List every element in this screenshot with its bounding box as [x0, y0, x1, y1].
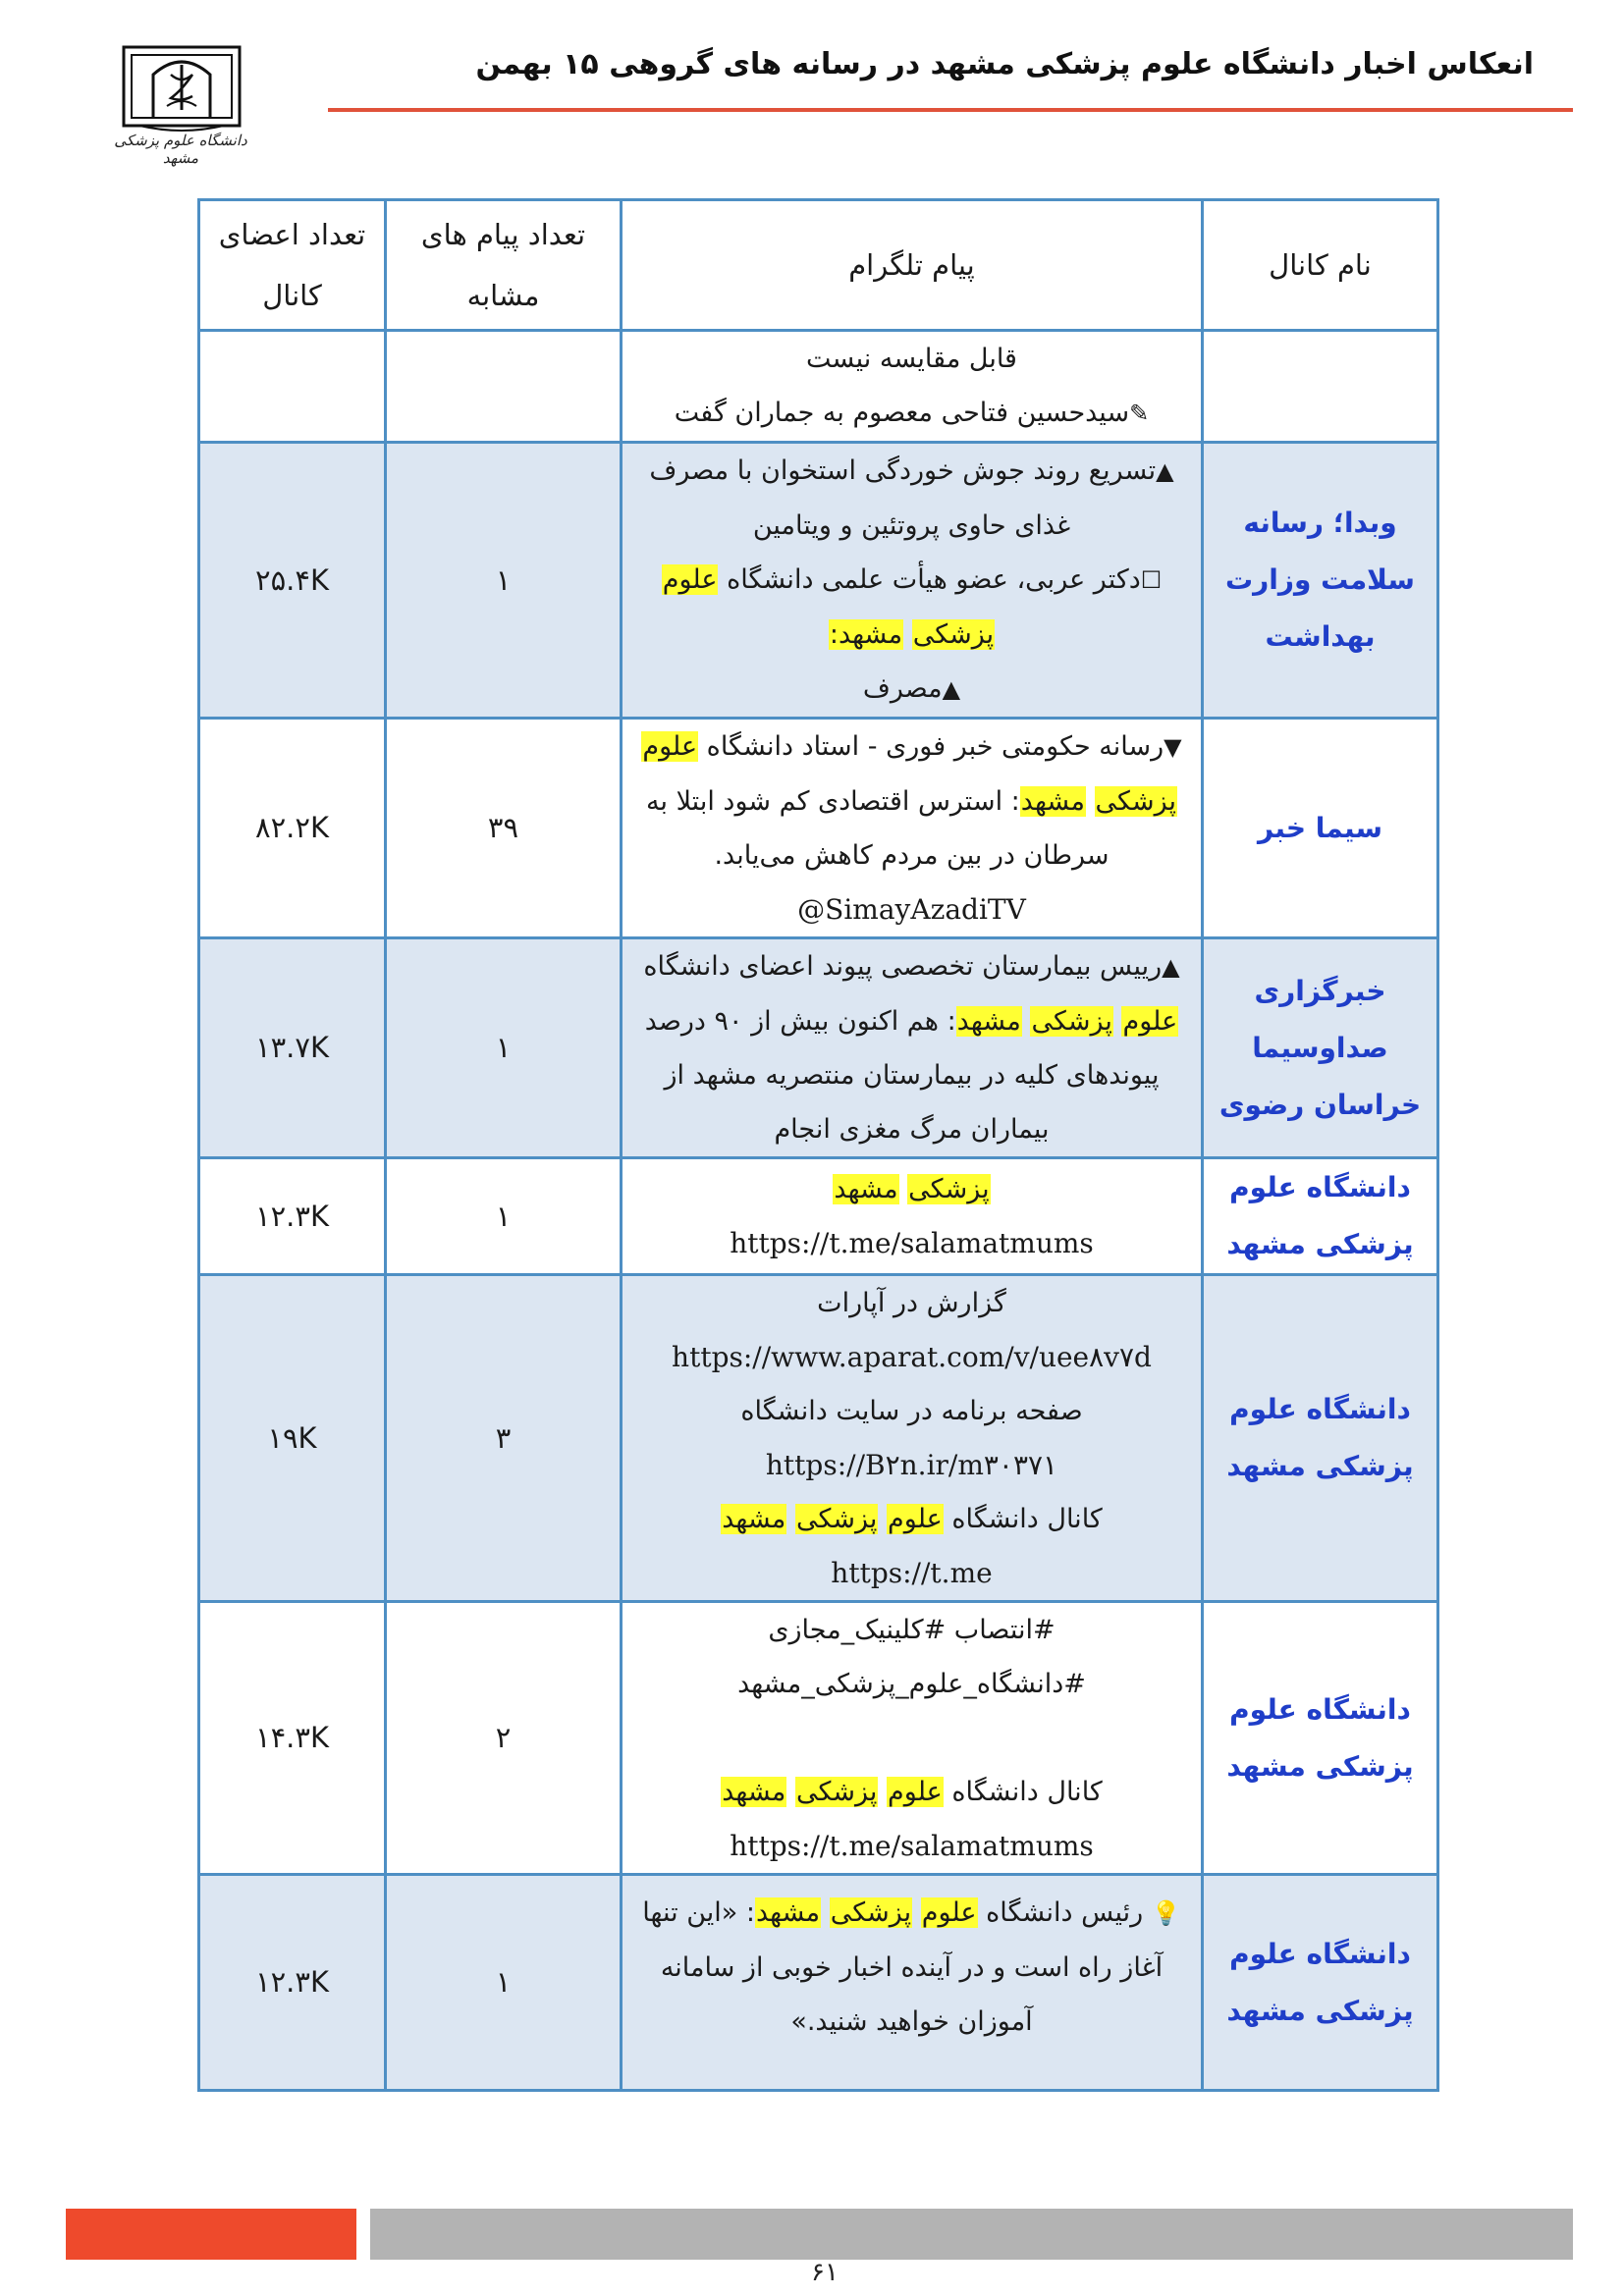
- message-line: [626, 1765, 1197, 1819]
- hashtag-line[interactable]: #دانشگاه_علوم_پزشکی_مشهد: [737, 1669, 1086, 1699]
- triangle-down-icon: ▼: [1164, 733, 1182, 761]
- keyword-highlight: علوم: [921, 1897, 977, 1928]
- header-divider: [328, 108, 1573, 112]
- footer-gray-bar: [370, 2209, 1573, 2260]
- keyword-highlight: مشهد: [956, 1006, 1021, 1037]
- table-header-row: [199, 200, 1438, 331]
- similar-count: ۱: [386, 1875, 622, 2091]
- table-row: [199, 1602, 1438, 1875]
- message-line: سرطان در بین مردم کاهش می‌یابد.: [714, 840, 1110, 871]
- channel-name-line: سیما خبر: [1257, 811, 1383, 844]
- message-text: کانال دانشگاه: [951, 1777, 1103, 1807]
- blank-line: [626, 1711, 1197, 1765]
- message-line: [626, 720, 1197, 774]
- channel-name-line: دانشگاه علوم: [1229, 1937, 1411, 1970]
- message-line: گزارش در آپارات: [817, 1288, 1006, 1318]
- keyword-highlight: علوم: [642, 731, 698, 762]
- header-members-line1: تعداد اعضای: [218, 218, 366, 251]
- header-members-line2: کانال: [262, 279, 322, 312]
- channel-name-line: خبرگزاری: [1254, 974, 1386, 1007]
- table-row: [199, 719, 1438, 938]
- channel-cell: [1203, 938, 1438, 1158]
- channel-cell: [1203, 1158, 1438, 1275]
- channel-name-line: دانشگاه علوم: [1229, 1692, 1411, 1726]
- member-count: ۱۴.۳K: [199, 1602, 386, 1875]
- keyword-highlight: مشهد: [1020, 786, 1085, 817]
- message-line: [626, 1886, 1197, 1941]
- channel-name-line: صداوسیما: [1252, 1031, 1388, 1064]
- message-cell: [622, 1158, 1203, 1275]
- triangle-up-icon: ▲: [1162, 953, 1180, 981]
- channel-name-line: پزشکی مشهد: [1226, 1994, 1414, 2027]
- hashtag-line[interactable]: #انتصاب #کلینیک_مجازی: [768, 1615, 1056, 1645]
- triangle-up-icon: ▲: [1156, 457, 1174, 485]
- message-cell: [622, 1602, 1203, 1875]
- keyword-highlight: مشهد: [722, 1777, 786, 1807]
- media-reflection-table: [197, 198, 1439, 2092]
- message-line: آموزان خواهید شنید.»: [790, 2006, 1033, 2037]
- website-link[interactable]: https://B۲n.ir/m۳۰۳۷۱: [765, 1449, 1058, 1481]
- message-text: رییس بیمارستان تخصصی پیوند اعضای دانشگاه: [643, 951, 1163, 982]
- page-title: انعکاس اخبار دانشگاه علوم پزشکی مشهد در رسانه های گروهی ۱۵ بهمن: [475, 47, 1534, 81]
- keyword-highlight: مشهد: [722, 1504, 786, 1534]
- keyword-highlight: علوم: [1122, 1006, 1178, 1037]
- member-count: ۱۲.۳K: [199, 1875, 386, 2091]
- message-text: : «این تنها: [642, 1897, 755, 1928]
- university-emblem-icon: [116, 41, 247, 135]
- message-cell: [622, 1275, 1203, 1602]
- message-line: [626, 386, 1197, 441]
- message-text: کانال دانشگاه: [951, 1504, 1103, 1534]
- member-count: ۸۲.۲K: [199, 719, 386, 938]
- message-text: مصرف: [862, 673, 943, 704]
- message-text: رئیس دانشگاه: [986, 1897, 1144, 1928]
- similar-count: ۲: [386, 1602, 622, 1875]
- message-line: صفحه برنامه در سایت دانشگاه: [740, 1396, 1083, 1426]
- message-line: [626, 994, 1197, 1048]
- table-row: [199, 938, 1438, 1158]
- table-row: [199, 1875, 1438, 2091]
- telegram-link[interactable]: https://t.me/salamatmums: [730, 1227, 1094, 1259]
- message-cell: [622, 331, 1203, 443]
- channel-name-line: خراسان رضوی: [1218, 1088, 1422, 1121]
- message-line: [626, 553, 1197, 608]
- channel-name-line: سلامت وزارت: [1225, 563, 1415, 596]
- similar-count: ۱: [386, 938, 622, 1158]
- channel-name-line: وبدا؛ رسانه: [1243, 507, 1397, 539]
- channel-cell: [1203, 1875, 1438, 2091]
- member-count: ۱۳.۷K: [199, 938, 386, 1158]
- keyword-highlight: مشهد: [755, 1897, 821, 1928]
- message-line: [626, 444, 1197, 499]
- keyword-highlight: علوم: [888, 1504, 943, 1534]
- message-line: [626, 662, 1197, 717]
- channel-cell: [1203, 331, 1438, 443]
- message-text: سیدحسین فتاحی معصوم به جماران گفت: [674, 398, 1130, 428]
- channel-name-line: دانشگاه علوم: [1229, 1393, 1411, 1425]
- channel-cell: [1203, 1275, 1438, 1602]
- page-number: ۶۱: [811, 2258, 839, 2287]
- channel-cell: [1203, 443, 1438, 719]
- message-line: [626, 939, 1197, 994]
- header-members: [199, 200, 386, 331]
- member-count: [199, 331, 386, 443]
- table-row: [199, 1158, 1438, 1275]
- keyword-highlight: پزشکی: [795, 1777, 878, 1807]
- header-similar-line1: تعداد پیام های: [420, 218, 586, 251]
- message-line: قابل مقایسه نیست: [806, 344, 1017, 374]
- aparat-link[interactable]: https://www.aparat.com/v/uee۸v۷d: [672, 1341, 1152, 1373]
- message-cell: [622, 938, 1203, 1158]
- telegram-link[interactable]: https://t.me: [831, 1557, 993, 1589]
- message-cell: [622, 1875, 1203, 2091]
- message-line: بیماران مرگ مغزی انجام: [774, 1114, 1050, 1145]
- keyword-highlight: پزشکی: [1031, 1006, 1112, 1037]
- channel-name-line: بهداشت: [1265, 620, 1376, 653]
- table-row: [199, 1275, 1438, 1602]
- similar-count: ۱: [386, 443, 622, 719]
- channel-name-line: پزشکی مشهد: [1226, 1749, 1414, 1783]
- message-text: : هم اکنون بیش از ۹۰ درصد: [644, 1006, 956, 1037]
- similar-count: ۳۹: [386, 719, 622, 938]
- channel-name-line: دانشگاه علوم: [1229, 1171, 1411, 1203]
- lightbulb-icon: 💡: [1151, 1899, 1181, 1927]
- header-similar-line2: مشابه: [466, 279, 540, 312]
- message-text: دکتر عربی، عضو هیأت علمی دانشگاه: [727, 564, 1141, 595]
- channel-name-line: پزشکی مشهد: [1226, 1450, 1414, 1482]
- channel-name-line: پزشکی مشهد: [1226, 1228, 1414, 1260]
- logo-caption: دانشگاه علوم پزشکی مشهد: [114, 132, 247, 167]
- header-channel: نام کانال: [1203, 200, 1438, 331]
- header-message: پیام تلگرام: [622, 200, 1203, 331]
- keyword-highlight: مشهد: [834, 1174, 898, 1204]
- telegram-link[interactable]: https://t.me/salamatmums: [730, 1830, 1094, 1862]
- channel-cell: [1203, 719, 1438, 938]
- channel-cell: [1203, 1602, 1438, 1875]
- table-row: [199, 443, 1438, 719]
- message-line: [626, 1492, 1197, 1546]
- similar-count: [386, 331, 622, 443]
- keyword-highlight: علوم: [662, 564, 718, 595]
- message-cell: [622, 443, 1203, 719]
- message-text: :: [829, 619, 839, 650]
- message-text: : استرس اقتصادی کم شود ابتلا به: [646, 786, 1020, 817]
- keyword-highlight: پزشکی: [795, 1504, 878, 1534]
- pen-icon: ✎: [1129, 400, 1150, 427]
- similar-count: ۱: [386, 1158, 622, 1275]
- keyword-highlight: پزشکی: [912, 619, 995, 650]
- keyword-highlight: پزشکی: [1095, 786, 1176, 817]
- message-text: تسریع روند جوش خوردگی استخوان با مصرف: [649, 455, 1157, 486]
- box-icon: ☐: [1140, 566, 1163, 594]
- keyword-highlight: [829, 619, 903, 650]
- keyword-highlight: علوم: [888, 1777, 943, 1807]
- member-count: ۱۲.۳K: [199, 1158, 386, 1275]
- member-count: ۲۵.۴K: [199, 443, 386, 719]
- footer-red-bar: [66, 2209, 356, 2260]
- message-text: رسانه حکومتی خبر فوری - استاد دانشگاه: [706, 731, 1164, 762]
- message-line: آغاز راه است و در آینده اخبار خوبی از سامانه: [660, 1952, 1164, 1983]
- member-count: ۱۹K: [199, 1275, 386, 1602]
- keyword-highlight: پزشکی: [830, 1897, 912, 1928]
- similar-count: ۳: [386, 1275, 622, 1602]
- header-similar: [386, 200, 622, 331]
- table-row: [199, 331, 1438, 443]
- keyword-highlight: پزشکی: [908, 1174, 990, 1204]
- message-line: [626, 608, 1197, 662]
- triangle-up-icon: ▲: [942, 675, 961, 703]
- message-line: [626, 1162, 1197, 1216]
- message-line: پیوندهای کلیه در بیمارستان منتصریه مشهد از: [664, 1060, 1160, 1091]
- message-line: غذای حاوی پروتئین و ویتامین: [752, 510, 1071, 541]
- message-text: مشهد: [838, 619, 903, 650]
- message-cell: [622, 719, 1203, 938]
- message-handle: @SimayAzadiTV: [797, 893, 1026, 926]
- message-line: [626, 774, 1197, 828]
